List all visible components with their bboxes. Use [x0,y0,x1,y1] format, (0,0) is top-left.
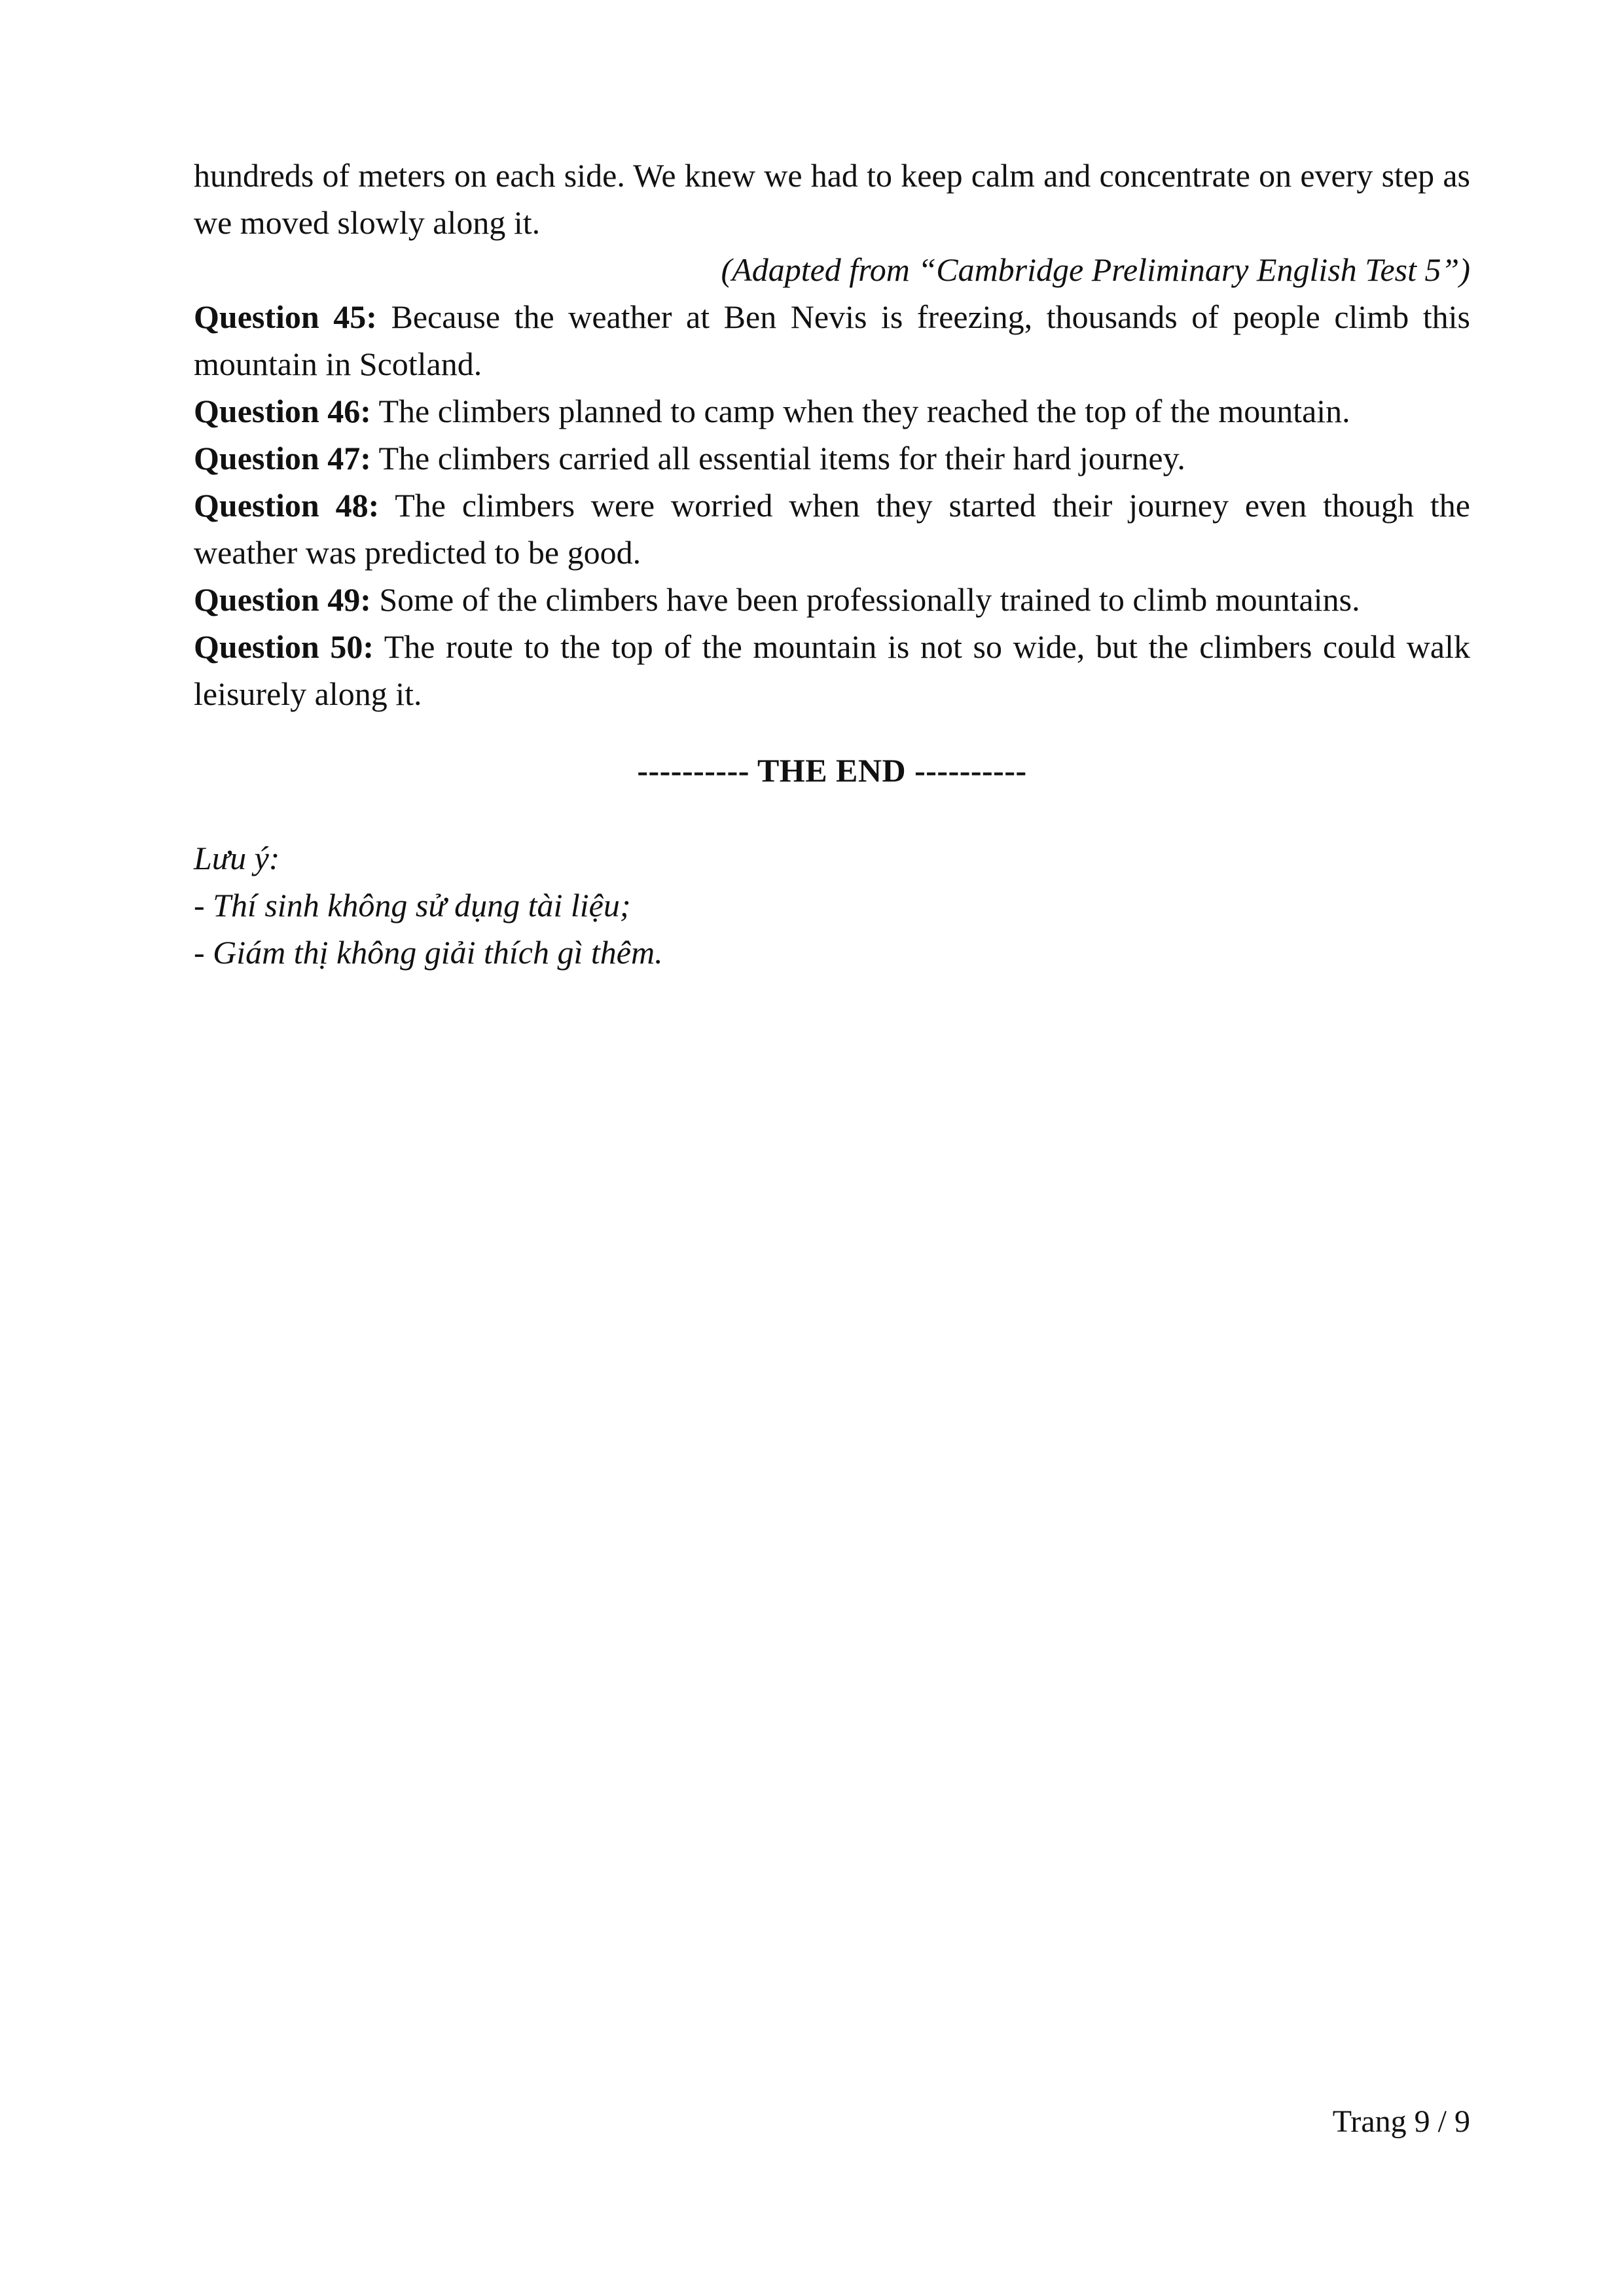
question-50 [194,623,1470,717]
question-label: Question 47: [194,440,371,476]
question-label: Question 48: [194,487,380,524]
question-text: Because the weather at Ben Nevis is freezing, thousands of people climb this mountain in Scotland. [194,298,1470,382]
question-text: The climbers carried all essential items for their hard journey. [370,440,1185,476]
question-label: Question 49: [194,581,371,618]
notes-item: - Giám thị không giải thích gì thêm. [194,934,663,971]
question-45 [194,293,1470,387]
question-text: Some of the climbers have been professionally trained to climb mountains. [370,581,1360,618]
question-47 [194,435,1470,482]
question-list [194,293,1470,717]
question-text: The route to the top of the mountain is not so wide, but the climbers could walk leisurely along it. [194,628,1470,712]
question-label: Question 46: [194,393,371,429]
question-48 [194,482,1470,576]
passage-continuation: hundreds of meters on each side. We knew we had to keep calm and concentrate on every step as we moved slowly along it. [194,157,1470,241]
question-text: The climbers were worried when they started their journey even though the weather was predicted to be good. [194,487,1470,571]
notes-item: - Thí sinh không sử dụng tài liệu; [194,887,631,924]
passage-source: (Adapted from “Cambridge Preliminary English Test 5”) [721,251,1470,288]
question-49 [194,576,1470,623]
notes-heading: Lưu ý: [194,840,280,876]
exam-notes [194,834,1470,976]
question-label: Question 45: [194,298,377,335]
page-content [194,152,1470,976]
end-marker: ---------- THE END ---------- [637,752,1027,789]
question-46 [194,387,1470,435]
page-number: Trang 9 / 9 [1332,2104,1470,2139]
question-text: The climbers planned to camp when they reached the top of the mountain. [370,393,1350,429]
question-label: Question 50: [194,628,374,665]
